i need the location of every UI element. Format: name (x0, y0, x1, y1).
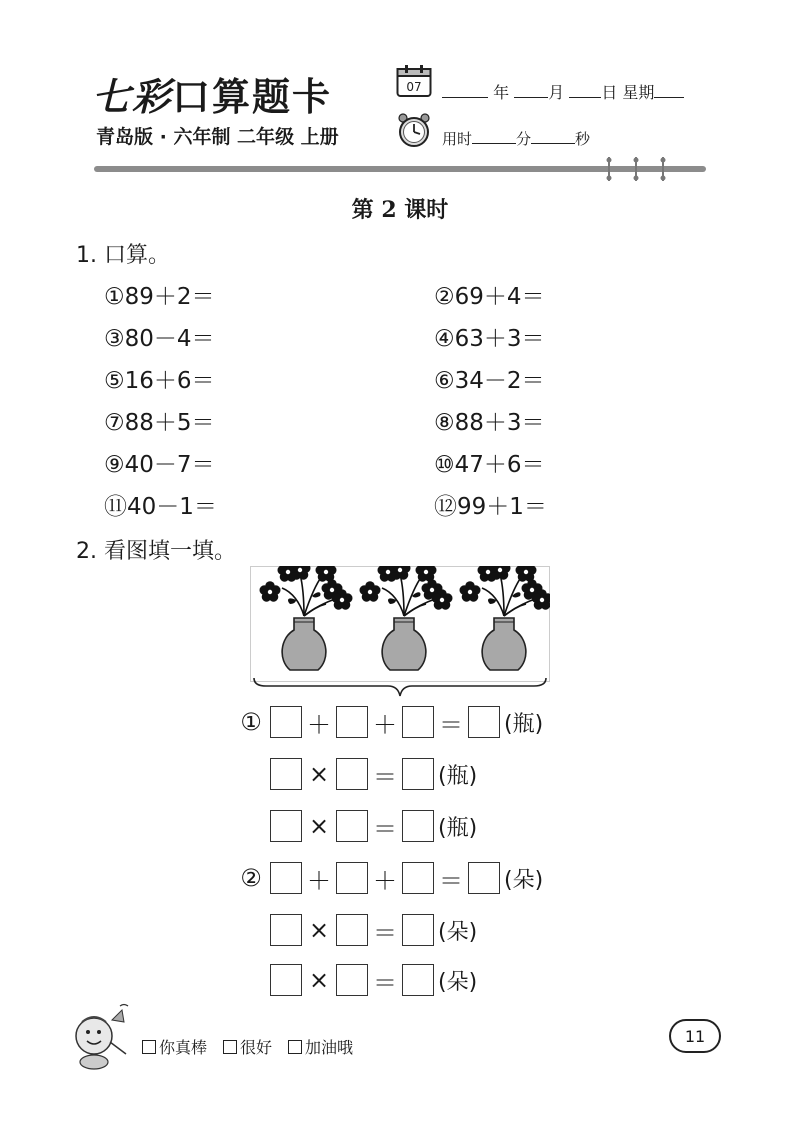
answer-box[interactable] (270, 914, 302, 946)
problem-4: ④63＋3＝ (434, 326, 545, 352)
binder-ring-icon (660, 157, 666, 181)
binder-ring-icon (606, 157, 612, 181)
answer-box[interactable] (270, 758, 302, 790)
answer-box[interactable] (336, 914, 368, 946)
binder-ring-icon (633, 157, 639, 181)
section2-title: 2. 看图填一填。 (76, 539, 236, 564)
part1-sum-row (232, 704, 543, 740)
part2-sum-row (232, 860, 543, 896)
times-sign: × (308, 966, 330, 994)
rating-option-keep-trying[interactable]: 加油哦 (288, 1035, 353, 1058)
times-sign: × (308, 916, 330, 944)
problem-7: ⑦88＋5＝ (104, 410, 215, 436)
month-blank[interactable] (514, 81, 548, 98)
time-line (442, 127, 590, 149)
equals-sign: ＝ (439, 866, 463, 895)
part2-marker: ② (240, 864, 262, 892)
clock-icon (396, 112, 432, 148)
year-label: 年 (493, 83, 510, 102)
grouping-brace (252, 676, 548, 698)
lesson-title: 第 2 课时 (351, 197, 449, 223)
date-line (442, 80, 684, 103)
vase-flower-illustration (250, 566, 550, 682)
answer-box[interactable] (402, 706, 434, 738)
brand-title (92, 66, 332, 121)
unit-label: (瓶) (438, 763, 478, 789)
unit-label: (瓶) (504, 711, 544, 737)
weekday-label: 星期 (622, 83, 655, 102)
rating-option-great[interactable]: 你真棒 (142, 1035, 207, 1058)
equals-sign: ＝ (373, 762, 397, 791)
answer-box[interactable] (402, 862, 434, 894)
problem-2: ②69＋4＝ (434, 284, 545, 310)
answer-box[interactable] (468, 706, 500, 738)
answer-box[interactable] (336, 758, 368, 790)
answer-box[interactable] (270, 706, 302, 738)
equals-sign: ＝ (373, 814, 397, 843)
unit-label: (朵) (438, 969, 478, 995)
answer-box[interactable] (336, 862, 368, 894)
answer-box[interactable] (402, 914, 434, 946)
part1-marker: ① (240, 708, 262, 736)
answer-box[interactable] (270, 964, 302, 996)
problem-11: ⑪40－1＝ (104, 494, 217, 520)
checkbox[interactable] (223, 1040, 237, 1054)
brand-main: 口算题卡 (172, 75, 333, 119)
part1-multiply-row-b (270, 808, 477, 844)
section1-title: 1. 口算。 (76, 243, 170, 268)
equals-sign: ＝ (373, 968, 397, 997)
plus-sign: ＋ (307, 866, 331, 895)
plus-sign: ＋ (373, 866, 397, 895)
plus-sign: ＋ (373, 710, 397, 739)
answer-box[interactable] (336, 810, 368, 842)
seconds-blank[interactable] (531, 127, 575, 144)
times-sign: × (308, 812, 330, 840)
unit-label: (瓶) (438, 815, 478, 841)
month-label: 月 (548, 83, 565, 102)
year-blank[interactable] (442, 81, 488, 98)
equals-sign: ＝ (439, 710, 463, 739)
problem-6: ⑥34－2＝ (434, 368, 545, 394)
unit-label: (朵) (504, 867, 544, 893)
problem-5: ⑤16＋6＝ (104, 368, 215, 394)
day-blank[interactable] (569, 81, 601, 98)
answer-box[interactable] (270, 862, 302, 894)
calendar-number: 07 (406, 80, 422, 94)
answer-box[interactable] (336, 706, 368, 738)
rating-option-good[interactable]: 很好 (223, 1035, 272, 1058)
weekday-blank[interactable] (654, 81, 684, 98)
calendar-icon (396, 64, 432, 98)
minutes-blank[interactable] (472, 127, 516, 144)
part2-multiply-row-a (270, 912, 477, 948)
times-sign: × (308, 760, 330, 788)
second-label: 秒 (575, 130, 591, 148)
header-divider (94, 166, 706, 172)
answer-box[interactable] (402, 758, 434, 790)
problem-8: ⑧88＋3＝ (434, 410, 545, 436)
checkbox[interactable] (288, 1040, 302, 1054)
brand-deco: 七彩 (92, 74, 173, 119)
part1-multiply-row-a (270, 756, 477, 792)
problem-9: ⑨40－7＝ (104, 452, 215, 478)
equals-sign: ＝ (373, 918, 397, 947)
answer-box[interactable] (336, 964, 368, 996)
part2-multiply-row-b (270, 962, 477, 998)
answer-box[interactable] (270, 810, 302, 842)
problem-10: ⑩47＋6＝ (434, 452, 545, 478)
problem-3: ③80－4＝ (104, 326, 215, 352)
mascot-icon (68, 1002, 134, 1072)
minute-label: 分 (516, 130, 532, 148)
checkbox[interactable] (142, 1040, 156, 1054)
day-label: 日 (601, 83, 618, 102)
answer-box[interactable] (468, 862, 500, 894)
problem-1: ①89＋2＝ (104, 284, 215, 310)
answer-box[interactable] (402, 964, 434, 996)
self-rating-options (142, 1035, 353, 1058)
unit-label: (朵) (438, 919, 478, 945)
time-used-label: 用时 (442, 130, 473, 148)
plus-sign: ＋ (307, 710, 331, 739)
problem-12: ⑫99＋1＝ (434, 494, 547, 520)
answer-box[interactable] (402, 810, 434, 842)
page-number: 11 (669, 1019, 721, 1053)
edition-label: 青岛版 · 六年制 二年级 上册 (96, 126, 339, 148)
